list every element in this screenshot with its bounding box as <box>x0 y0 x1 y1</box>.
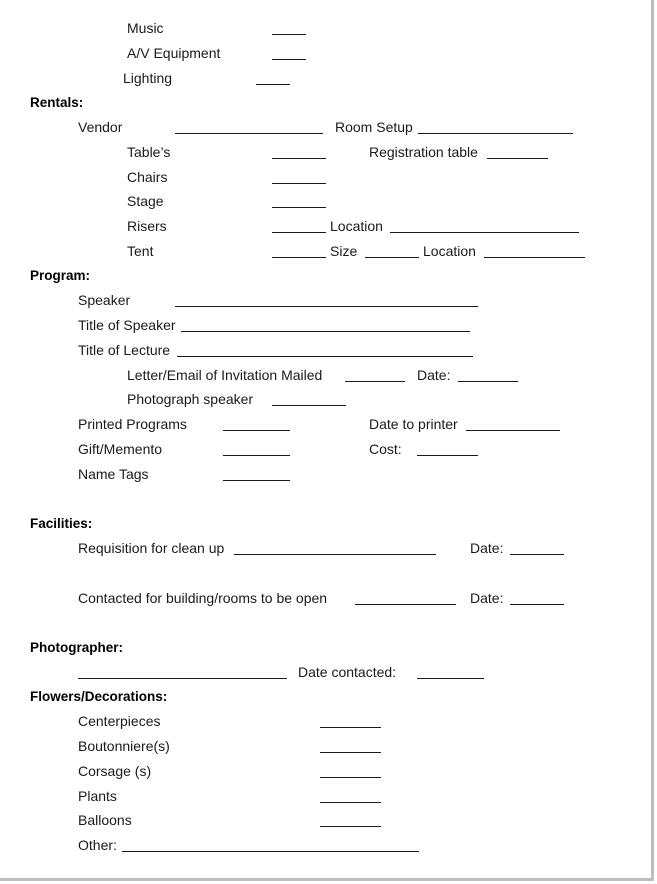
boutonniere-label: Boutonniere(s) <box>78 738 170 754</box>
corsage-label: Corsage (s) <box>78 763 152 779</box>
date-contacted-label: Date contacted: <box>298 664 397 680</box>
photograph-speaker-blank[interactable] <box>272 405 346 406</box>
balloons-blank[interactable] <box>320 826 381 827</box>
tables-label: Table’s <box>127 144 171 160</box>
stage-blank[interactable] <box>272 207 326 208</box>
flowers-heading: Flowers/Decorations: <box>30 689 168 704</box>
gift-memento-label: Gift/Memento <box>78 441 163 457</box>
requisition-label: Requisition for clean up <box>78 540 225 556</box>
photograph-speaker-label: Photograph speaker <box>127 391 254 407</box>
vendor-blank[interactable] <box>175 133 323 134</box>
lighting-blank[interactable] <box>256 84 290 85</box>
plants-blank[interactable] <box>320 802 381 803</box>
program-heading: Program: <box>30 268 91 283</box>
contacted-label: Contacted for building/rooms to be open <box>78 590 328 606</box>
printed-programs-label: Printed Programs <box>78 416 187 432</box>
tent-size-label: Size <box>330 243 358 259</box>
date-to-printer-blank[interactable] <box>466 430 560 431</box>
name-tags-blank[interactable] <box>223 480 290 481</box>
date-to-printer-label: Date to printer <box>369 416 458 432</box>
room-setup-label: Room Setup <box>335 119 413 135</box>
tables-blank[interactable] <box>272 158 326 159</box>
name-tags-label: Name Tags <box>78 466 149 482</box>
facilities-heading: Facilities: <box>30 516 93 531</box>
cost-label: Cost: <box>369 441 402 457</box>
date-contacted-blank[interactable] <box>417 678 484 679</box>
registration-table-blank[interactable] <box>487 158 548 159</box>
stage-label: Stage <box>127 193 164 209</box>
invitation-mailed-blank[interactable] <box>345 381 405 382</box>
printed-programs-blank[interactable] <box>223 430 290 431</box>
tent-size-blank[interactable] <box>365 257 419 258</box>
tent-label: Tent <box>127 243 154 259</box>
music-blank[interactable] <box>272 34 306 35</box>
music-label: Music <box>127 20 164 36</box>
title-of-speaker-blank[interactable] <box>181 331 470 332</box>
registration-table-label: Registration table <box>369 144 478 160</box>
other-blank[interactable] <box>122 851 419 852</box>
chairs-blank[interactable] <box>272 183 326 184</box>
cost-blank[interactable] <box>417 455 478 456</box>
boutonniere-blank[interactable] <box>320 752 381 753</box>
tent-blank[interactable] <box>272 257 326 258</box>
invitation-date-label: Date: <box>417 367 451 383</box>
chairs-label: Chairs <box>127 169 168 185</box>
other-label: Other: <box>78 837 117 853</box>
lighting-label: Lighting <box>123 70 173 86</box>
risers-label: Risers <box>127 218 167 234</box>
invitation-date-blank[interactable] <box>458 381 518 382</box>
photographer-heading: Photographer: <box>30 640 123 655</box>
requisition-blank[interactable] <box>234 554 436 555</box>
gift-memento-blank[interactable] <box>223 455 290 456</box>
centerpieces-label: Centerpieces <box>78 713 161 729</box>
room-setup-blank[interactable] <box>418 133 573 134</box>
requisition-date-blank[interactable] <box>510 554 564 555</box>
speaker-blank[interactable] <box>175 306 478 307</box>
corsage-blank[interactable] <box>320 777 381 778</box>
title-of-speaker-label: Title of Speaker <box>78 317 176 333</box>
title-of-lecture-blank[interactable] <box>177 356 473 357</box>
risers-blank[interactable] <box>272 232 326 233</box>
rentals-heading: Rentals: <box>30 95 84 110</box>
tent-location-blank[interactable] <box>484 257 585 258</box>
requisition-date-label: Date: <box>470 540 504 556</box>
tent-location-label: Location <box>423 243 476 259</box>
av-equipment-blank[interactable] <box>272 59 306 60</box>
title-of-lecture-label: Title of Lecture <box>78 342 171 358</box>
vendor-label: Vendor <box>78 119 123 135</box>
speaker-label: Speaker <box>78 292 131 308</box>
contacted-date-blank[interactable] <box>510 604 564 605</box>
photographer-name-blank[interactable] <box>78 678 287 679</box>
plants-label: Plants <box>78 788 117 804</box>
balloons-label: Balloons <box>78 812 132 828</box>
risers-location-blank[interactable] <box>390 232 579 233</box>
av-equipment-label: A/V Equipment <box>127 45 221 61</box>
contacted-date-label: Date: <box>470 590 504 606</box>
centerpieces-blank[interactable] <box>320 727 381 728</box>
contacted-blank[interactable] <box>355 604 456 605</box>
invitation-mailed-label: Letter/Email of Invitation Mailed <box>127 367 323 383</box>
risers-location-label: Location <box>330 218 383 234</box>
